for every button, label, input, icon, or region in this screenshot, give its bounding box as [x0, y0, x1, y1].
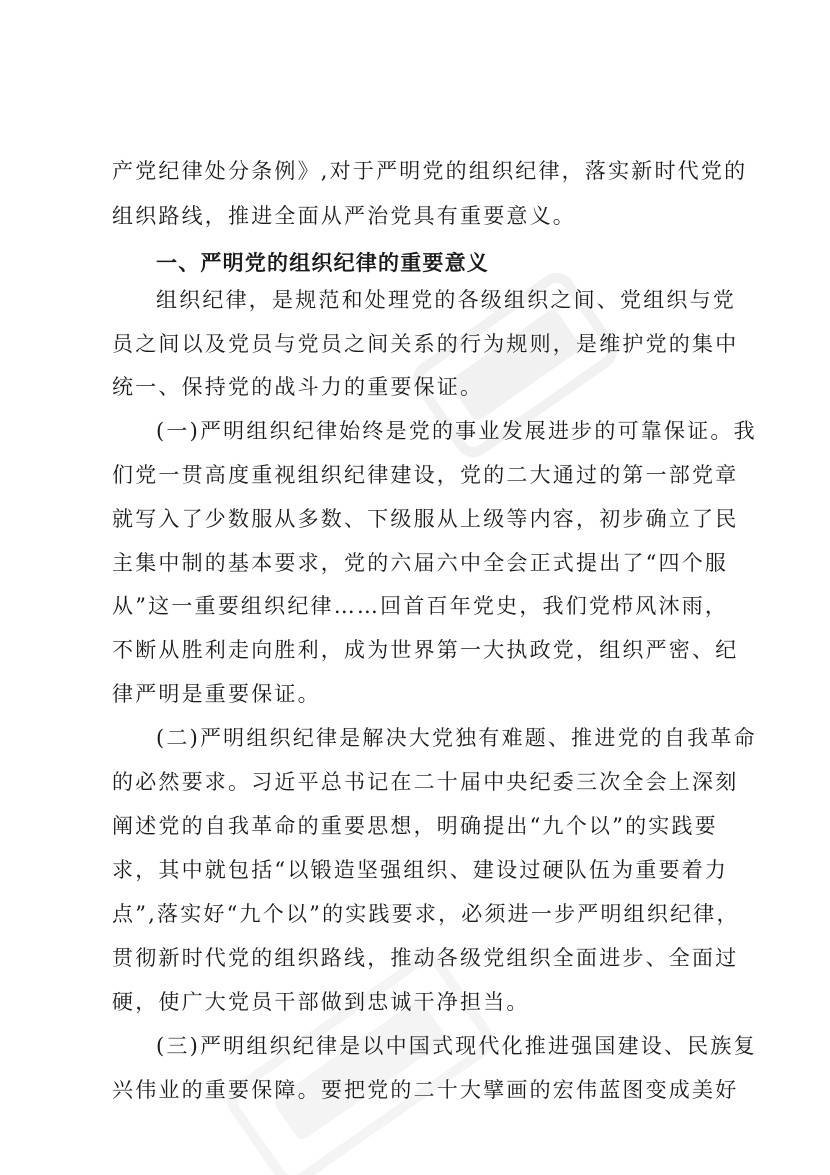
body-line: 组织路线，推进全面从严治党具有重要意义。 [112, 204, 576, 228]
body-line: 兴伟业的重要保障。要把党的二十大擘画的宏伟蓝图变成美好 [112, 1078, 739, 1102]
body-line: 从”这一重要组织纪律……回首百年党史，我们党栉风沐雨， [112, 594, 729, 618]
body-line: 主集中制的基本要求，党的六届六中全会正式提出了“四个服 [112, 551, 729, 575]
body-line: 律严明是重要保证。 [112, 682, 321, 706]
subsection-first-line: (一)严明组织纪律始终是党的事业发展进步的可靠保证。我 [156, 419, 757, 443]
body-line: 统一、保持党的战斗力的重要保证。 [112, 375, 484, 399]
body-line: 的必然要求。习近平总书记在二十届中央纪委三次全会上深刻 [112, 770, 739, 794]
body-line: 产党纪律处分条例》,对于严明党的组织纪律，落实新时代党的 [112, 159, 748, 183]
body-line: 点”,落实好“九个以”的实践要求，必须进一步严明组织纪律， [112, 902, 740, 926]
subsection-first-line: (二)严明组织纪律是解决大党独有难题、推进党的自我革命 [156, 726, 757, 750]
body-line: 员之间以及党员与党员之间关系的行为规则，是维护党的集中 [112, 332, 739, 356]
body-line: 求，其中就包括“以锻造坚强组织、建设过硬队伍为重要着力 [112, 858, 729, 882]
body-line: 贯彻新时代党的组织路线，推动各级党组织全面进步、全面过 [112, 946, 739, 970]
body-line: 们党一贯高度重视组织纪律建设，党的二大通过的第一部党章 [112, 463, 739, 487]
paragraph-first-line: 组织纪律，是规范和处理党的各级组织之间、党组织与党 [156, 288, 736, 312]
body-line: 硬，使广大党员干部做到忠诚干净担当。 [112, 990, 530, 1014]
body-line: 阐述党的自我革命的重要思想，明确提出“九个以”的实践要 [112, 814, 718, 838]
subsection-first-line: (三)严明组织纪律是以中国式现代化推进强国建设、民族复 [156, 1034, 757, 1058]
body-line: 就写入了少数服从多数、下级服从上级等内容，初步确立了民 [112, 507, 739, 531]
section-heading: 一、严明党的组织纪律的重要意义 [156, 251, 489, 275]
body-line: 不断从胜利走向胜利，成为世界第一大执政党，组织严密、纪 [112, 638, 739, 662]
